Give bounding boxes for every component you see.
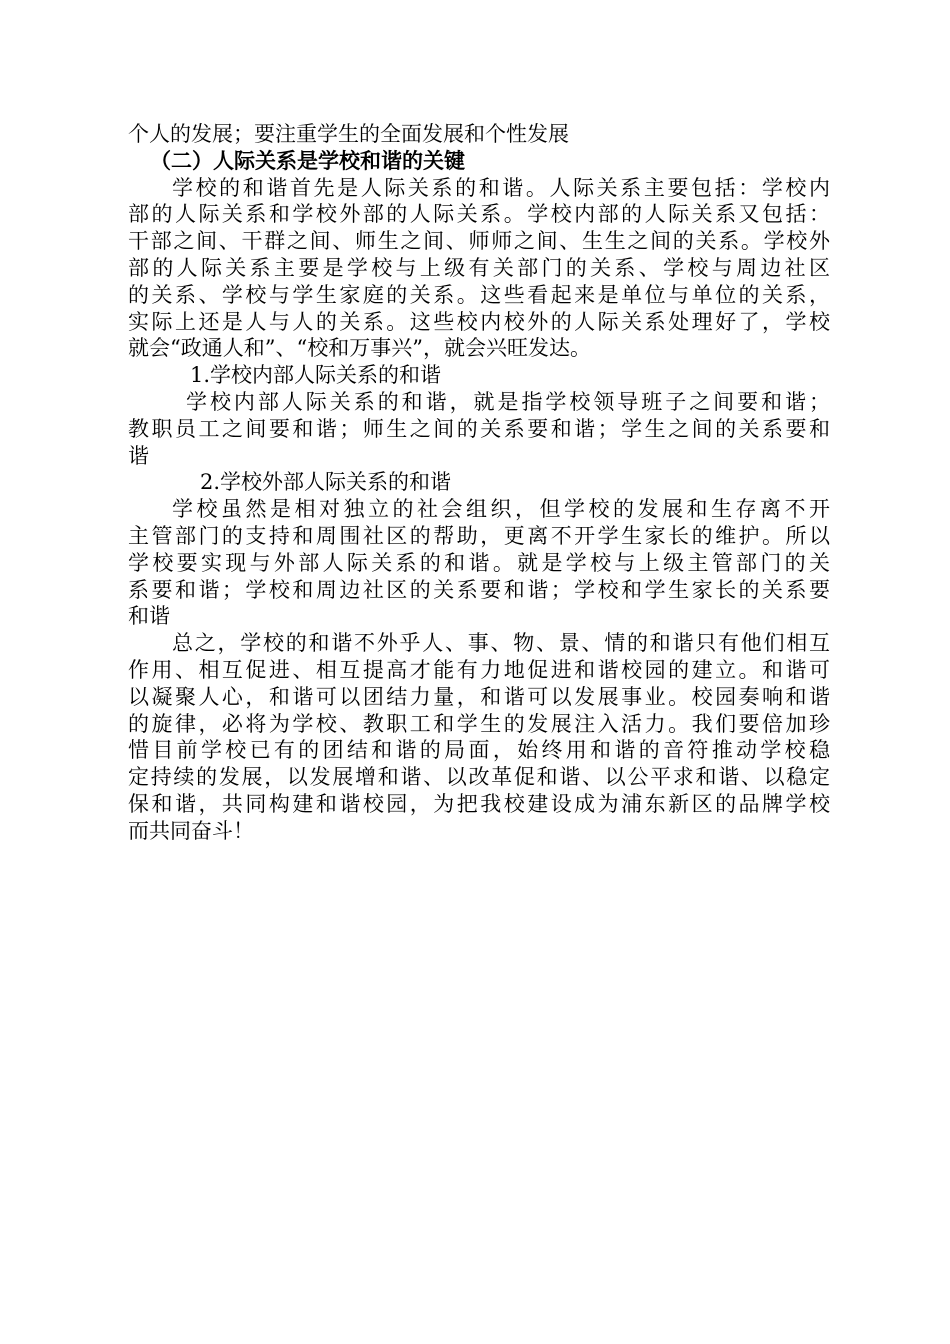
text-line: 系要和谐；学校和周边社区的关系要和谐；学校和学生家长的关系要	[128, 577, 830, 602]
document-page	[128, 121, 830, 845]
text-line: 2.学校外部人际关系的和谐	[200, 470, 452, 495]
text-line: 部的人际关系和学校外部的人际关系。学校内部的人际关系又包括：	[128, 202, 830, 227]
text-line: 惜目前学校已有的团结和谐的局面，始终用和谐的音符推动学校稳	[128, 738, 830, 763]
text-line: 总之，学校的和谐不外乎人、事、物、景、情的和谐只有他们相互	[172, 631, 830, 656]
text-line: 部的人际关系主要是学校与上级有关部门的关系、学校与周边社区	[128, 255, 830, 280]
text-line: 的旋律，必将为学校、教职工和学生的发展注入活力。我们要倍加珍	[128, 711, 830, 736]
text-line: 保和谐，共同构建和谐校园，为把我校建设成为浦东新区的品牌学校	[128, 791, 830, 816]
text-line: 的关系、学校与学生家庭的关系。这些看起来是单位与单位的关系，	[128, 282, 830, 307]
text-line: 学校内部人际关系的和谐，就是指学校领导班子之间要和谐；	[186, 389, 830, 414]
text-line: 谐	[128, 443, 149, 468]
text-line: 个人的发展；要注重学生的全面发展和个性发展	[128, 122, 569, 146]
text-line: 1.学校内部人际关系的和谐	[190, 363, 442, 388]
text-line: 干部之间、干群之间、师生之间、师师之间、生生之间的关系。学校外	[128, 229, 830, 254]
text-line: 以凝聚人心，和谐可以团结力量，和谐可以发展事业。校园奏响和谐	[128, 684, 830, 709]
text-line: 实际上还是人与人的关系。这些校内校外的人际关系处理好了，学校	[128, 309, 830, 334]
text-line: 学校的和谐首先是人际关系的和谐。人际关系主要包括：学校内	[172, 175, 830, 200]
text-line: 就会“政通人和”、“校和万事兴”，就会兴旺发达。	[128, 336, 591, 361]
section-heading: （二）人际关系是学校和谐的关键	[150, 148, 465, 173]
text-line: 学校虽然是相对独立的社会组织，但学校的发展和生存离不开	[172, 497, 830, 522]
text-line: 和谐	[128, 604, 170, 629]
text-line: 主管部门的支持和周围社区的帮助，更离不开学生家长的维护。所以	[128, 523, 830, 548]
text-line: 定持续的发展，以发展增和谐、以改革促和谐、以公平求和谐、以稳定	[128, 765, 830, 790]
text-line: 作用、相互促进、相互提高才能有力地促进和谐校园的建立。和谐可	[128, 657, 830, 682]
text-line: 而共同奋斗！	[128, 818, 254, 843]
text-line: 教职员工之间要和谐；师生之间的关系要和谐；学生之间的关系要和	[128, 416, 830, 441]
text-line: 学校要实现与外部人际关系的和谐。就是学校与上级主管部门的关	[128, 550, 830, 575]
